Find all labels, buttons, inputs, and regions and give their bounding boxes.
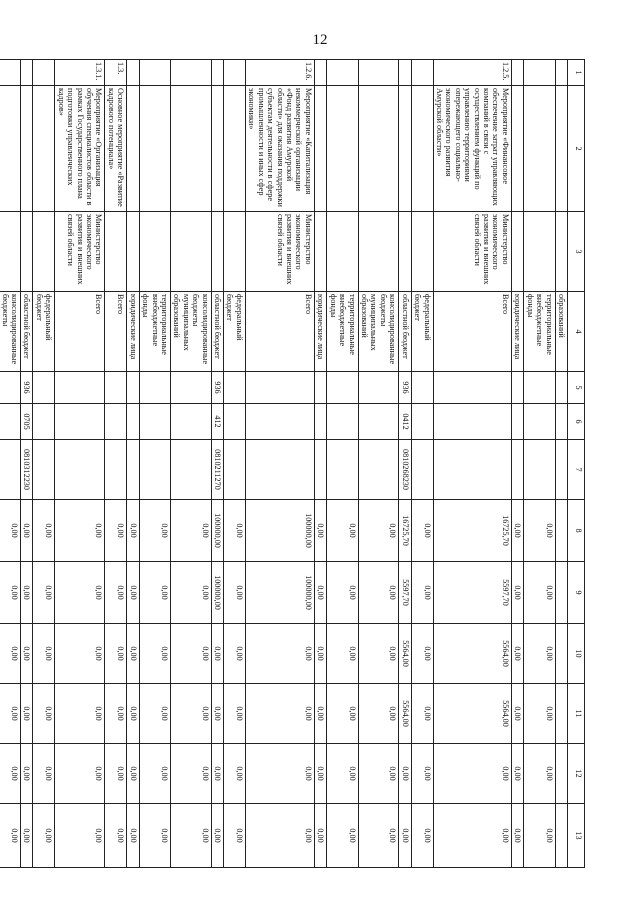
table-cell: областной бюджет <box>399 292 411 372</box>
table-row <box>33 60 55 868</box>
table-cell <box>245 372 314 404</box>
table-cell <box>245 440 314 500</box>
table-cell: 0,00 <box>0 500 21 562</box>
table-cell: 0,00 <box>314 500 326 562</box>
table-cell <box>555 684 567 744</box>
table-cell: 100000,00 <box>245 562 314 624</box>
column-header: 8 <box>568 500 585 562</box>
table-cell: 0,00 <box>511 562 523 624</box>
table-cell: 0,00 <box>170 684 211 744</box>
table-cell <box>524 404 555 440</box>
table-cell: 0,00 <box>314 744 326 804</box>
table-cell: 0,00 <box>314 684 326 744</box>
table-cell <box>327 86 358 212</box>
table-cell: 0,00 <box>55 744 105 804</box>
table-cell: территориальные внебюджетные фонды <box>524 292 555 372</box>
table-cell: 0,00 <box>358 562 399 624</box>
table-cell: 0,00 <box>127 684 139 744</box>
table-cell: 100000,00 <box>245 500 314 562</box>
table-cell: 0,00 <box>224 804 246 868</box>
table-row <box>358 60 399 868</box>
table-cell: 0,00 <box>170 562 211 624</box>
table-cell <box>127 372 139 404</box>
table-cell: 0,00 <box>327 804 358 868</box>
table-header-row <box>568 60 585 868</box>
table-cell <box>555 624 567 684</box>
table-cell: образований <box>555 292 567 372</box>
table-cell: 0,00 <box>33 624 55 684</box>
table-cell: 0,00 <box>327 562 358 624</box>
table-cell <box>55 404 105 440</box>
table-cell: 0,00 <box>55 624 105 684</box>
column-header: 11 <box>568 684 585 744</box>
table-cell <box>170 404 211 440</box>
table-cell: 0,00 <box>433 804 511 868</box>
table-row <box>224 60 246 868</box>
table-cell <box>327 440 358 500</box>
column-header: 9 <box>568 562 585 624</box>
table-cell: 1.3.1. <box>55 60 105 86</box>
table-cell: 0,00 <box>411 624 433 684</box>
table-cell <box>358 86 399 212</box>
table-cell: 0,00 <box>211 684 223 744</box>
table-cell: юридические лица <box>314 292 326 372</box>
table-cell: 0,00 <box>245 684 314 744</box>
table-cell <box>33 440 55 500</box>
table-cell <box>105 372 127 404</box>
table-cell <box>224 404 246 440</box>
table-cell <box>555 212 567 292</box>
table-cell: юридические лица <box>511 292 523 372</box>
table-cell: 5564,00 <box>399 684 411 744</box>
table-cell: 0,00 <box>411 804 433 868</box>
table-cell: 0,00 <box>224 500 246 562</box>
table-cell <box>314 212 326 292</box>
table-cell: 0,00 <box>211 624 223 684</box>
table-row <box>211 60 223 868</box>
table-cell <box>433 440 511 500</box>
table-cell: федеральный бюджет <box>33 292 55 372</box>
table-cell: 0,00 <box>139 804 170 868</box>
rotated-table-wrapper <box>0 59 585 867</box>
table-cell: 0,00 <box>399 744 411 804</box>
table-cell: 412 <box>211 404 223 440</box>
table-cell: Министерство экономического развития и внешних связей области <box>245 212 314 292</box>
table-cell <box>0 212 21 292</box>
table-cell: 0,00 <box>127 562 139 624</box>
table-cell: 0,00 <box>33 804 55 868</box>
table-cell: 0,00 <box>245 624 314 684</box>
table-row <box>327 60 358 868</box>
table-cell: 0,00 <box>524 804 555 868</box>
table-cell: 0,00 <box>127 500 139 562</box>
table-cell: 0,00 <box>55 804 105 868</box>
table-cell <box>224 372 246 404</box>
table-cell: 0,00 <box>55 562 105 624</box>
table-cell <box>411 212 433 292</box>
table-cell: 0,00 <box>245 744 314 804</box>
table-cell: консолидированные бюджеты муниципальных образований <box>170 292 211 372</box>
table-cell: 0,00 <box>327 684 358 744</box>
table-row <box>399 60 411 868</box>
table-cell: 0,00 <box>524 562 555 624</box>
table-cell: 0,00 <box>224 562 246 624</box>
table-cell <box>0 404 21 440</box>
table-cell <box>127 440 139 500</box>
table-cell <box>524 86 555 212</box>
table-cell <box>170 212 211 292</box>
table-cell: 0,00 <box>211 804 223 868</box>
table-cell: 936 <box>211 372 223 404</box>
table-row <box>314 60 326 868</box>
table-cell <box>433 372 511 404</box>
table-cell: Мероприятие «Финансовое обеспечение затрат управляющих компаний в связи с осуществлением функций по управлению территориями опережающего социально-экономического развития Амурской области» <box>433 86 511 212</box>
table-cell: 0,00 <box>327 744 358 804</box>
table-cell <box>33 372 55 404</box>
table-cell: 0,00 <box>399 804 411 868</box>
table-cell <box>399 86 411 212</box>
table-cell <box>555 500 567 562</box>
table-cell: 0,00 <box>170 744 211 804</box>
table-cell <box>327 212 358 292</box>
table-cell: 5597,70 <box>399 562 411 624</box>
table-cell: Мероприятие «Организация обучения специалистов области в рамках Государственного плана подготовки управленческих кадров» <box>55 86 105 212</box>
table-cell: 0,00 <box>170 500 211 562</box>
table-row <box>433 60 511 868</box>
table-cell: 5597,70 <box>433 562 511 624</box>
column-header: 6 <box>568 404 585 440</box>
table-cell <box>524 440 555 500</box>
table-cell <box>139 86 170 212</box>
table-cell <box>224 212 246 292</box>
table-cell <box>170 86 211 212</box>
table-cell <box>555 440 567 500</box>
table-cell: 0,00 <box>139 500 170 562</box>
table-cell <box>358 372 399 404</box>
column-header: 3 <box>568 212 585 292</box>
table-cell: 0,00 <box>511 744 523 804</box>
table-cell <box>511 86 523 212</box>
table-cell: 0,00 <box>511 804 523 868</box>
table-row <box>555 60 567 868</box>
table-cell: 0,00 <box>314 624 326 684</box>
table-cell: 1.2.6. <box>245 60 314 86</box>
table-cell: 0,00 <box>127 744 139 804</box>
table-cell <box>0 60 21 86</box>
table-cell: 0,00 <box>21 684 33 744</box>
table-cell <box>511 212 523 292</box>
table-cell: 0,00 <box>105 562 127 624</box>
document-sheet <box>0 59 585 867</box>
table-cell <box>314 404 326 440</box>
table-cell: 0,00 <box>21 500 33 562</box>
table-cell: Всего <box>55 292 105 372</box>
table-cell: 0,00 <box>33 500 55 562</box>
table-cell: 0,00 <box>524 684 555 744</box>
table-cell: 0,00 <box>224 744 246 804</box>
table-cell <box>139 440 170 500</box>
table-cell: 0810268230 <box>399 440 411 500</box>
table-row <box>511 60 523 868</box>
table-row <box>105 60 127 868</box>
table-cell: 5564,00 <box>433 684 511 744</box>
table-cell: 0,00 <box>314 804 326 868</box>
table-cell: 0,00 <box>224 684 246 744</box>
table-cell <box>33 86 55 212</box>
table-row <box>55 60 105 868</box>
table-cell: 0,00 <box>33 744 55 804</box>
table-cell: 0,00 <box>21 744 33 804</box>
budget-table <box>0 59 585 868</box>
table-cell <box>224 86 246 212</box>
table-row <box>245 60 314 868</box>
table-cell <box>55 440 105 500</box>
table-cell <box>139 212 170 292</box>
table-cell: 0,00 <box>55 684 105 744</box>
table-cell: 5564,00 <box>399 624 411 684</box>
table-cell: Всего <box>433 292 511 372</box>
table-cell: 0,00 <box>358 804 399 868</box>
table-cell <box>511 60 523 86</box>
table-cell: 0,00 <box>139 624 170 684</box>
table-cell <box>170 60 211 86</box>
table-cell <box>511 404 523 440</box>
table-cell: 0,00 <box>139 744 170 804</box>
table-cell: 0,00 <box>411 744 433 804</box>
table-cell <box>224 60 246 86</box>
table-cell: областной бюджет <box>21 292 33 372</box>
table-cell: 0,00 <box>314 562 326 624</box>
page-number: 12 <box>312 32 328 48</box>
column-header: 4 <box>568 292 585 372</box>
table-cell: 0,00 <box>55 500 105 562</box>
table-cell: консолидированные бюджеты муниципальных образований <box>358 292 399 372</box>
table-cell: 0,00 <box>21 562 33 624</box>
table-cell: 0,00 <box>511 500 523 562</box>
table-cell <box>314 60 326 86</box>
table-cell: 0,00 <box>105 624 127 684</box>
column-header: 10 <box>568 624 585 684</box>
table-cell <box>327 60 358 86</box>
table-cell: 0,00 <box>433 744 511 804</box>
table-cell <box>411 440 433 500</box>
table-cell: 0,00 <box>0 804 21 868</box>
table-cell <box>524 212 555 292</box>
table-cell <box>555 86 567 212</box>
table-cell <box>170 372 211 404</box>
table-cell <box>21 60 33 86</box>
table-cell: 0,00 <box>170 624 211 684</box>
column-header: 2 <box>568 86 585 212</box>
table-cell: 16725,70 <box>433 500 511 562</box>
table-cell <box>314 372 326 404</box>
table-cell <box>21 212 33 292</box>
table-cell: Основное мероприятие «Развитие кадрового потенциала» <box>105 86 127 212</box>
table-cell <box>411 372 433 404</box>
table-cell <box>314 86 326 212</box>
table-cell <box>0 86 21 212</box>
table-row <box>0 60 21 868</box>
table-cell <box>411 86 433 212</box>
table-cell: 0,00 <box>358 500 399 562</box>
table-row <box>21 60 33 868</box>
table-cell <box>105 404 127 440</box>
table-cell: 0,00 <box>327 500 358 562</box>
column-header: 12 <box>568 744 585 804</box>
table-cell: 0412 <box>399 404 411 440</box>
table-cell: 0810312230 <box>21 440 33 500</box>
table-cell: 0,00 <box>411 684 433 744</box>
table-cell <box>555 372 567 404</box>
table-cell <box>0 440 21 500</box>
table-cell: 0,00 <box>105 684 127 744</box>
table-cell: федеральный бюджет <box>411 292 433 372</box>
column-header: 5 <box>568 372 585 404</box>
table-cell: 0,00 <box>139 684 170 744</box>
table-cell: 0,00 <box>511 624 523 684</box>
table-cell <box>327 372 358 404</box>
table-cell: 0,00 <box>327 624 358 684</box>
table-cell <box>0 372 21 404</box>
table-row <box>524 60 555 868</box>
table-cell: 0,00 <box>411 500 433 562</box>
table-cell: 936 <box>21 372 33 404</box>
table-cell: Всего <box>105 292 127 372</box>
table-cell <box>127 86 139 212</box>
table-cell: 0,00 <box>21 624 33 684</box>
column-header: 7 <box>568 440 585 500</box>
table-cell <box>170 440 211 500</box>
table-cell <box>433 404 511 440</box>
table-cell: 0,00 <box>127 624 139 684</box>
table-cell: 0,00 <box>0 562 21 624</box>
table-cell <box>411 404 433 440</box>
table-row <box>127 60 139 868</box>
table-cell: 0,00 <box>524 744 555 804</box>
table-cell: 100000,00 <box>211 562 223 624</box>
table-cell <box>245 404 314 440</box>
table-cell <box>211 60 223 86</box>
table-cell <box>555 562 567 624</box>
table-cell: юридические лица <box>127 292 139 372</box>
table-cell <box>314 440 326 500</box>
table-cell <box>555 744 567 804</box>
table-cell <box>358 60 399 86</box>
table-cell <box>524 60 555 86</box>
table-cell <box>33 404 55 440</box>
table-cell <box>399 60 411 86</box>
table-cell: 0,00 <box>127 804 139 868</box>
table-cell: 0,00 <box>33 562 55 624</box>
table-cell: 0,00 <box>0 744 21 804</box>
table-cell <box>55 372 105 404</box>
table-cell <box>139 372 170 404</box>
table-cell: 16725,70 <box>399 500 411 562</box>
table-cell <box>555 804 567 868</box>
table-cell: 0810211270 <box>211 440 223 500</box>
table-cell: 5564,00 <box>433 624 511 684</box>
table-cell: Всего <box>245 292 314 372</box>
table-cell: 0,00 <box>211 744 223 804</box>
table-cell <box>211 86 223 212</box>
column-header: 1 <box>568 60 585 86</box>
table-cell <box>33 60 55 86</box>
table-cell: 0705 <box>21 404 33 440</box>
table-cell <box>555 60 567 86</box>
table-cell: 0,00 <box>21 804 33 868</box>
table-cell: территориальные внебюджетные фонды <box>327 292 358 372</box>
table-cell: 1.2.5. <box>433 60 511 86</box>
table-cell: 0,00 <box>0 624 21 684</box>
table-cell <box>139 60 170 86</box>
table-cell <box>511 440 523 500</box>
table-row <box>139 60 170 868</box>
table-cell: Министерство экономического развития и внешних связей области <box>433 212 511 292</box>
table-cell: 0,00 <box>170 804 211 868</box>
table-cell <box>127 60 139 86</box>
table-cell: 0,00 <box>411 562 433 624</box>
table-cell <box>105 212 127 292</box>
table-cell: Мероприятие «Капитализация некоммерческой организации «Фонд развития Амурской области» для оказания поддержки субъектам деятельности в сфере промышленности и иных сфер экономики» <box>245 86 314 212</box>
table-cell: 0,00 <box>105 744 127 804</box>
table-cell: консолидированные бюджеты <box>0 292 21 372</box>
table-cell <box>358 404 399 440</box>
table-cell <box>127 404 139 440</box>
table-cell <box>411 60 433 86</box>
table-cell: 0,00 <box>358 684 399 744</box>
table-cell <box>224 440 246 500</box>
table-cell <box>21 86 33 212</box>
table-cell <box>139 404 170 440</box>
table-cell: 0,00 <box>0 684 21 744</box>
table-cell: 0,00 <box>245 804 314 868</box>
table-cell: 0,00 <box>139 562 170 624</box>
table-cell: 0,00 <box>524 500 555 562</box>
table-cell <box>524 372 555 404</box>
table-cell: 0,00 <box>224 624 246 684</box>
table-cell <box>127 212 139 292</box>
table-cell: 0,00 <box>524 624 555 684</box>
table-cell <box>105 440 127 500</box>
table-cell: 0,00 <box>511 684 523 744</box>
table-cell: 0,00 <box>105 500 127 562</box>
table-cell <box>33 212 55 292</box>
table-cell <box>358 440 399 500</box>
table-cell: областной бюджет <box>211 292 223 372</box>
table-cell <box>555 404 567 440</box>
table-cell <box>327 404 358 440</box>
table-cell <box>399 212 411 292</box>
table-cell <box>511 372 523 404</box>
table-row <box>411 60 433 868</box>
table-cell: 0,00 <box>33 684 55 744</box>
table-cell: 0,00 <box>358 624 399 684</box>
table-cell: федеральный бюджет <box>224 292 246 372</box>
table-cell <box>211 212 223 292</box>
table-cell: 0,00 <box>358 744 399 804</box>
table-cell: 0,00 <box>105 804 127 868</box>
table-cell: 100000,00 <box>211 500 223 562</box>
table-cell <box>358 212 399 292</box>
table-cell: территориальные внебюджетные фонды <box>139 292 170 372</box>
table-row <box>170 60 211 868</box>
table-cell: 1.3. <box>105 60 127 86</box>
table-cell: Министерство экономического развития и внешних связей области <box>55 212 105 292</box>
column-header: 13 <box>568 804 585 868</box>
table-cell: 936 <box>399 372 411 404</box>
